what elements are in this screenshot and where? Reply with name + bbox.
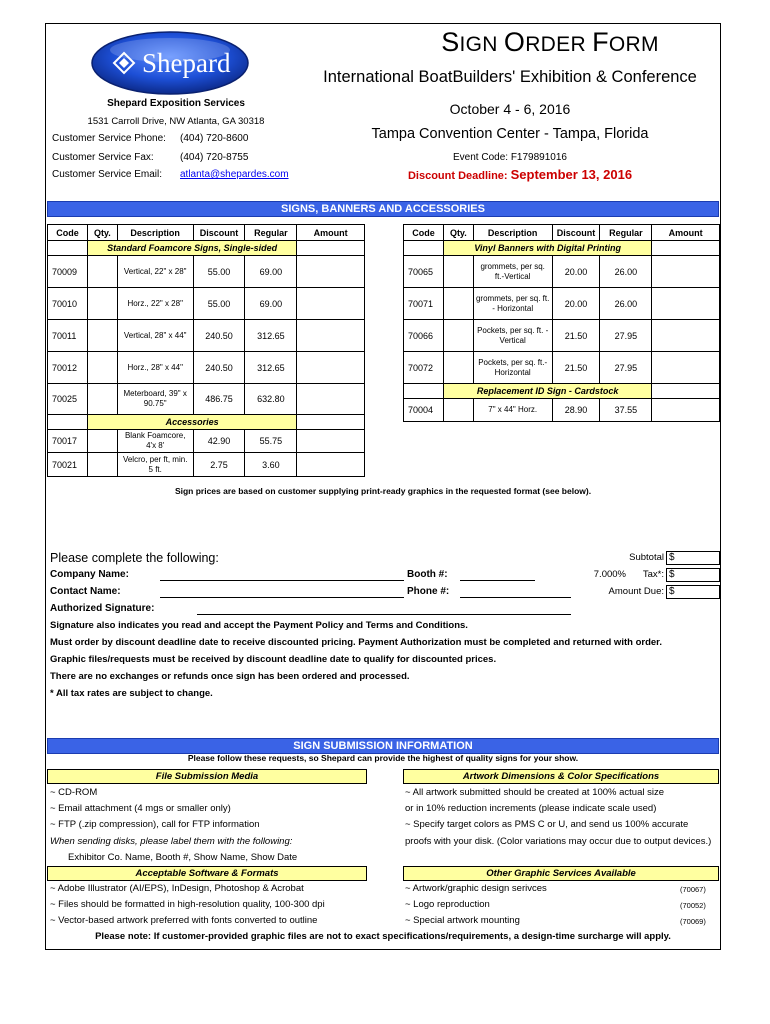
- company-name-label: Company Name:: [50, 569, 129, 580]
- table-row: [404, 288, 720, 320]
- amount-input[interactable]: [297, 352, 365, 384]
- row-discount-price: 2.75: [193, 453, 245, 477]
- artwork-item: ~ Specify target colors as PMS C or U, and send us 100% accurate: [405, 819, 689, 830]
- event-venue: Tampa Convention Center - Tampa, Florida: [371, 126, 649, 142]
- row-code: 70012: [48, 352, 88, 384]
- row-description: Vertical, 28" x 44": [117, 320, 193, 352]
- discount-deadline: Discount Deadline: September 13, 2016: [407, 167, 633, 182]
- row-regular-price: 632.80: [245, 384, 297, 415]
- contact-name-field[interactable]: [160, 586, 404, 598]
- amount-input[interactable]: [297, 320, 365, 352]
- please-complete: Please complete the following:: [50, 551, 219, 565]
- signs-section-bar: SIGNS, BANNERS AND ACCESSORIES: [47, 201, 719, 217]
- software-item: ~ Adobe Illustrator (AI/EPS), InDesign, Photoshop & Acrobat: [50, 883, 304, 894]
- tax-field[interactable]: $: [666, 568, 720, 582]
- software-header: Acceptable Software & Formats: [47, 866, 367, 881]
- row-regular-price: 37.55: [600, 399, 652, 422]
- amount-due-label: Amount Due:: [608, 586, 664, 597]
- table-row: [48, 384, 365, 415]
- row-discount-price: 486.75: [193, 384, 245, 415]
- qty-input[interactable]: [443, 256, 473, 288]
- other-service-item: ~ Artwork/graphic design serivces: [405, 883, 547, 894]
- row-description: Horz., 28" x 44": [117, 352, 193, 384]
- artwork-item: or in 10% reduction increments (please indicate scale used): [405, 803, 657, 814]
- contact-name-label: Contact Name:: [50, 586, 121, 597]
- row-discount-price: 21.50: [552, 352, 600, 384]
- row-description: 7" x 44" Horz.: [473, 399, 552, 422]
- phone-field[interactable]: [460, 586, 571, 598]
- fax-row: Customer Service Fax: (404) 720-8755: [52, 152, 249, 163]
- software-item: ~ Vector-based artwork preferred with fonts converted to outline: [50, 915, 318, 926]
- sign-price-note: Sign prices are based on customer supplying print-ready graphics in the requested format (see below).: [174, 486, 592, 496]
- file-media-header: File Submission Media: [47, 769, 367, 784]
- qty-input[interactable]: [87, 430, 117, 453]
- qty-input[interactable]: [87, 288, 117, 320]
- other-service-code: (70069): [680, 917, 706, 926]
- final-note: Please note: If customer-provided graphic files are not to exact specifications/requirements, a design-time surcharge will apply.: [95, 931, 671, 942]
- event-code: Event Code: F179891016: [453, 152, 567, 163]
- row-discount-price: 42.90: [193, 430, 245, 453]
- qty-input[interactable]: [443, 399, 473, 422]
- artwork-item: ~ All artwork submitted should be created at 100% actual size: [405, 787, 665, 798]
- subtotal-field[interactable]: $: [666, 551, 720, 565]
- qty-input[interactable]: [87, 320, 117, 352]
- disk-note: When sending disks, please label them with the following:: [50, 836, 293, 847]
- table-row: [48, 256, 365, 288]
- row-regular-price: 3.60: [245, 453, 297, 477]
- row-code: 70009: [48, 256, 88, 288]
- tax-rate: 7.000%: [593, 569, 626, 580]
- software-item: ~ Files should be formatted in high-resolution quality, 100-300 dpi: [50, 899, 325, 910]
- booth-field[interactable]: [460, 569, 535, 581]
- amount-input[interactable]: [652, 256, 720, 288]
- row-description: Meterboard, 39" x 90.75": [117, 384, 193, 415]
- row-description: Pockets, per sq. ft.- Horizontal: [473, 352, 552, 384]
- row-regular-price: 55.75: [245, 430, 297, 453]
- row-discount-price: 28.90: [552, 399, 600, 422]
- row-regular-price: 26.00: [600, 256, 652, 288]
- row-regular-price: 69.00: [245, 256, 297, 288]
- other-service-code: (70067): [680, 885, 706, 894]
- submission-section-bar: SIGN SUBMISSION INFORMATION: [47, 738, 719, 754]
- row-description: grommets, per sq. ft.-Vertical: [473, 256, 552, 288]
- policy-line: * All tax rates are subject to change.: [50, 688, 213, 699]
- row-discount-price: 240.50: [193, 352, 245, 384]
- table-row: [404, 320, 720, 352]
- table-row: [48, 430, 365, 453]
- amount-input[interactable]: [297, 384, 365, 415]
- phone-row: Customer Service Phone: (404) 720-8600: [52, 133, 249, 144]
- logo-wordmark: Shepard: [142, 48, 231, 78]
- other-service-item: ~ Logo reproduction: [405, 899, 490, 910]
- booth-label: Booth #:: [407, 569, 448, 580]
- row-description: grommets, per sq. ft. - Horizontal: [473, 288, 552, 320]
- row-regular-price: 69.00: [245, 288, 297, 320]
- row-code: 70011: [48, 320, 88, 352]
- email-row: Customer Service Email: atlanta@shepardes.com: [52, 169, 289, 180]
- disk-label: Exhibitor Co. Name, Booth #, Show Name, Show Date: [68, 852, 298, 863]
- row-code: 70071: [404, 288, 444, 320]
- amount-input[interactable]: [297, 430, 365, 453]
- right-signs-table: Code Qty. Description Discount Regular Amount Vinyl Banners with Digital Printing 70065 grommets, per sq. ft.-Vertical 20.00 26.00 70071 grommets, per sq. ft. - Horizontal 20.00 26.00 70066 Pockets, per sq. ft. - Vertical 21.50 27.95 70072 Pockets, per sq. ft.- Horizontal 21.50 27.95 Replacement ID Sign - Cardstock 70004 7" x 44" Horz. 28.90 37.55: [403, 224, 720, 422]
- row-description: Vertical, 22" x 28": [117, 256, 193, 288]
- row-code: 70025: [48, 384, 88, 415]
- artwork-item: proofs with your disk. (Color variations may occur due to output devices.): [405, 836, 712, 847]
- amount-input[interactable]: [297, 256, 365, 288]
- row-code: 70021: [48, 453, 88, 477]
- subtotal-label: Subtotal: [629, 552, 664, 563]
- policy-line: There are no exchanges or refunds once sign has been ordered and processed.: [50, 671, 410, 682]
- row-regular-price: 26.00: [600, 288, 652, 320]
- table-row: [48, 320, 365, 352]
- table-row: [48, 453, 365, 477]
- authorized-signature-field[interactable]: [197, 603, 571, 615]
- shepard-logo: [90, 30, 250, 96]
- row-description: Pockets, per sq. ft. - Vertical: [473, 320, 552, 352]
- qty-input[interactable]: [87, 384, 117, 415]
- row-code: 70065: [404, 256, 444, 288]
- row-regular-price: 27.95: [600, 320, 652, 352]
- page-title: SIGN ORDER FORM: [441, 27, 659, 57]
- artwork-header: Artwork Dimensions & Color Specifications: [403, 769, 719, 784]
- table-row: [48, 288, 365, 320]
- authorized-signature-label: Authorized Signature:: [50, 603, 155, 614]
- row-code: 70072: [404, 352, 444, 384]
- phone-label: Phone #:: [407, 586, 450, 597]
- qty-input[interactable]: [443, 320, 473, 352]
- company-name-field[interactable]: [160, 569, 404, 581]
- company-address: 1531 Carroll Drive, NW Atlanta, GA 30318: [87, 116, 265, 127]
- row-discount-price: 55.00: [193, 288, 245, 320]
- row-discount-price: 20.00: [552, 256, 600, 288]
- table-row: [404, 399, 720, 422]
- media-item: ~ CD-ROM: [50, 787, 98, 798]
- amount-input[interactable]: [652, 352, 720, 384]
- policy-line: Signature also indicates you read and accept the Payment Policy and Terms and Conditions.: [50, 620, 468, 631]
- company-name: Shepard Exposition Services: [107, 98, 245, 109]
- media-item: ~ Email attachment (4 mgs or smaller only): [50, 803, 231, 814]
- row-code: 70066: [404, 320, 444, 352]
- table-row: [404, 256, 720, 288]
- other-service-item: ~ Special artwork mounting: [405, 915, 520, 926]
- amount-input[interactable]: [297, 288, 365, 320]
- tax-label: Tax*:: [642, 569, 664, 580]
- other-service-code: (70052): [680, 901, 706, 910]
- row-regular-price: 27.95: [600, 352, 652, 384]
- policy-line: Graphic files/requests must be received by discount deadline date to qualify for discounted prices.: [50, 654, 497, 665]
- amount-input[interactable]: [652, 399, 720, 422]
- amount-input[interactable]: [297, 453, 365, 477]
- amount-input[interactable]: [652, 320, 720, 352]
- qty-input[interactable]: [87, 352, 117, 384]
- table-row: [404, 352, 720, 384]
- qty-input[interactable]: [443, 288, 473, 320]
- amount-due-field[interactable]: $: [666, 585, 720, 599]
- row-discount-price: 240.50: [193, 320, 245, 352]
- email-link[interactable]: atlanta@shepardes.com: [180, 169, 289, 180]
- row-discount-price: 21.50: [552, 320, 600, 352]
- amount-input[interactable]: [652, 288, 720, 320]
- row-code: 70010: [48, 288, 88, 320]
- row-discount-price: 55.00: [193, 256, 245, 288]
- qty-input[interactable]: [443, 352, 473, 384]
- row-discount-price: 20.00: [552, 288, 600, 320]
- row-regular-price: 312.65: [245, 320, 297, 352]
- row-description: Velcro, per ft, min. 5 ft.: [117, 453, 193, 477]
- event-name: International BoatBuilders' Exhibition & Conference: [323, 68, 697, 86]
- table-row: [48, 352, 365, 384]
- policy-line: Must order by discount deadline date to receive discounted pricing. Payment Authorization must be completed and returned with order.: [50, 637, 662, 648]
- row-code: 70017: [48, 430, 88, 453]
- row-code: 70004: [404, 399, 444, 422]
- row-description: Blank Foamcore, 4'x 8': [117, 430, 193, 453]
- row-regular-price: 312.65: [245, 352, 297, 384]
- left-signs-table: Code Qty. Description Discount Regular Amount Standard Foamcore Signs, Single-sided 70009 Vertical, 22" x 28" 55.00 69.00 70010 Horz., 22" x 28" 55.00 69.00 70011 Vertical, 28" x 44" 240.50 312.65 70012 Horz., 28" x 44" 240.50 312.65 70025 Meterboard, 39" x 90.75" 486.75 632.80 Accessories 70017 Blank Foamcore, 4'x 8' 42.90 55.75 70021 Velcro, per ft, min. 5 ft. 2.75 3.60: [47, 224, 365, 477]
- media-item: ~ FTP (.zip compression), call for FTP information: [50, 819, 260, 830]
- submission-intro: Please follow these requests, so Shepard can provide the highest of quality signs for your show.: [187, 753, 579, 763]
- qty-input[interactable]: [87, 453, 117, 477]
- other-services-header: Other Graphic Services Available: [403, 866, 719, 881]
- row-description: Horz., 22" x 28": [117, 288, 193, 320]
- event-date: October 4 - 6, 2016: [449, 101, 571, 117]
- qty-input[interactable]: [87, 256, 117, 288]
